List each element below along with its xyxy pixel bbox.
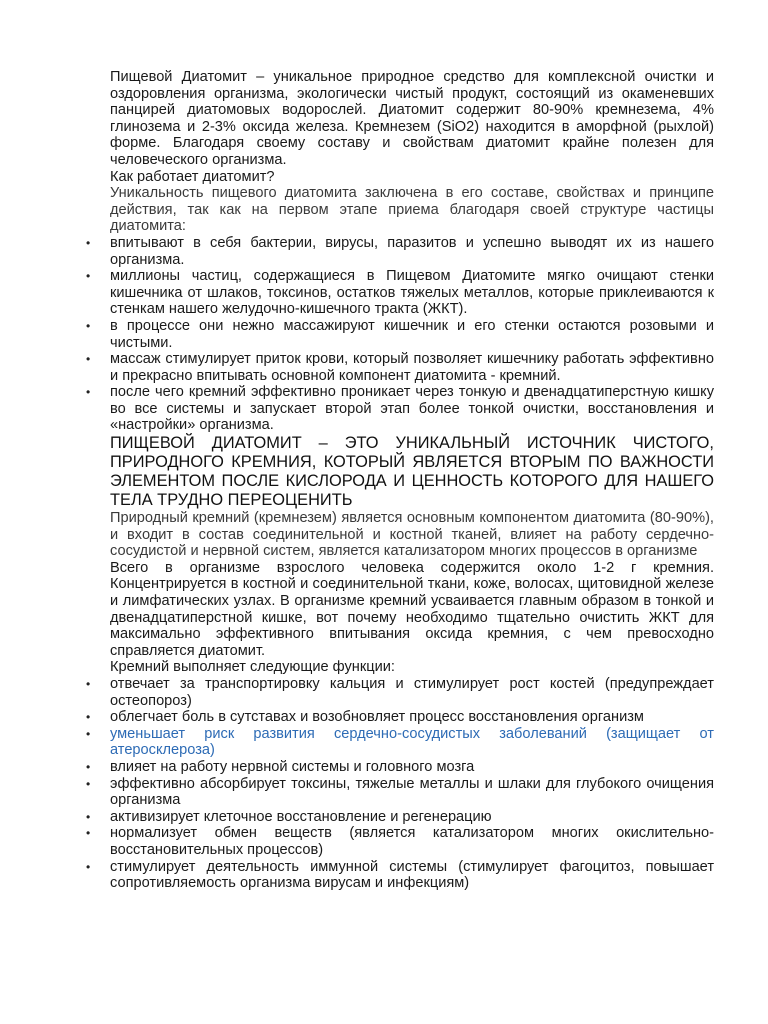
bullet-icon: • — [86, 826, 91, 841]
list-item: • впитывают в себя бактерии, вирусы, паразитов и успешно выводят их из нашего организма. — [86, 234, 714, 268]
bullet-icon: • — [86, 859, 91, 874]
list-item: • массаж стимулирует приток крови, который позволяет кишечнику работать эффективно и прекрасно впитывать основной компонент диатомита - кремний. — [86, 351, 714, 384]
bullet-icon: • — [86, 352, 91, 367]
list-item: • миллионы частиц, содержащиеся в Пищевом Диатомите мягко очищают стенки кишечника от шлаков, токсинов, остатков тяжелых металлов, которые приклеиваются к стенкам нашего желудочно-кишечного тракта (ЖКТ). — [86, 268, 714, 318]
list-item: • отвечает за транспортировку кальция и стимулирует рост костей (предупреждает остеопороз) — [86, 676, 714, 709]
bullet-icon: • — [86, 710, 91, 725]
highlighted-text: уменьшает риск развития сердечно-сосудистых заболеваний (защищает от атеросклероза) — [110, 725, 714, 759]
actions-list — [86, 234, 714, 434]
list-item — [86, 725, 714, 759]
body-paragraph: Всего в организме взрослого человека содержится около 1-2 г кремния. Концентрируется в костной и соединительной ткани, коже, волосах, щитовидной железе и лимфатических узлах. В организме кремний усваивается главным образом в тонкой и двенадцатиперстной кишке, вот почему необходимо тщательно очистить ЖКТ для максимально эффективного впитывания оксида кремния, с чем превосходно справляется диатомит. — [110, 559, 714, 659]
bullet-icon: • — [86, 269, 91, 284]
list-item: • облегчает боль в сутставах и возобновляет процесс восстановления организм — [86, 709, 644, 726]
bullet-icon: • — [86, 318, 91, 333]
bullet-icon: • — [86, 759, 91, 774]
list-item: • нормализует обмен веществ (является катализатором многих окислительно-восстановительных процессов) — [86, 825, 714, 858]
list-item: • эффективно абсорбирует токсины, тяжелые металлы и шлаки для глубокого очищения организма — [86, 775, 714, 809]
functions-list — [86, 676, 714, 892]
principle-paragraph: Уникальность пищевого диатомита заключена в его составе, свойствах и принципе действия, так как на первом этапе приема благодаря своей структуре частицы диатомита: — [110, 185, 714, 235]
list-item: • стимулирует деятельность иммунной системы (стимулирует фагоцитоз, повышает сопротивляемость организма вирусам и инфекциям) — [86, 858, 714, 892]
list-item: • после чего кремний эффективно проникает через тонкую и двенадцатиперстную кишку во все системы и запускает второй этап более тонкой очистки, восстановления и «настройки» организма. — [86, 384, 714, 434]
bullet-icon: • — [86, 677, 91, 691]
section-question: Как работает диатомит? — [110, 168, 275, 185]
intro-paragraph: Пищевой Диатомит – уникальное природное средство для комплексной очистки и оздоровления организма, экологически чистый продукт, состоящий из окаменевших панцирей диатомовых водорослей. Диатомит содержит 80-90% кремнезема, 4% глинозема и 2-3% оксида железа. Кремнезем (SiO2) находится в аморфной (рыхлой) форме. Благодаря своему составу и свойствам диатомит крайне полезен для человеческого организма. — [110, 69, 714, 168]
bullet-icon: • — [86, 726, 91, 741]
bullet-icon: • — [86, 385, 91, 400]
functions-intro: Кремний выполняет следующие функции: — [110, 659, 395, 676]
silicon-paragraph: Природный кремний (кремнезем) является основным компонентом диатомита (80-90%), и входит в состав соединительной и костной тканей, влияет на работу сердечно-сосудистой и нервной систем, является катализатором многих процессов в организме — [110, 510, 714, 560]
list-item: • в процессе они нежно массажируют кишечник и его стенки остаются розовыми и чистыми. — [86, 317, 714, 351]
bullet-icon: • — [86, 776, 91, 791]
section-heading: ПИЩЕВОЙ ДИАТОМИТ – ЭТО УНИКАЛЬНЫЙ ИСТОЧНИК ЧИСТОГО, ПРИРОДНОГО КРЕМНИЯ, КОТОРЫЙ ЯВЛЯЕТСЯ ВТОРЫМ ПО ВАЖНОСТИ ЭЛЕМЕНТОМ ПОСЛЕ КИСЛОРОДА И ЦЕННОСТЬ КОТОРОГО ДЛЯ НАШЕГО ТЕЛА ТРУДНО ПЕРЕОЦЕНИТЬ — [110, 434, 714, 510]
bullet-icon: • — [86, 809, 91, 824]
list-item: • активизирует клеточное восстановление и регенерацию — [86, 808, 492, 825]
bullet-icon: • — [86, 235, 91, 250]
list-item: • влияет на работу нервной системы и головного мозга — [86, 758, 475, 775]
